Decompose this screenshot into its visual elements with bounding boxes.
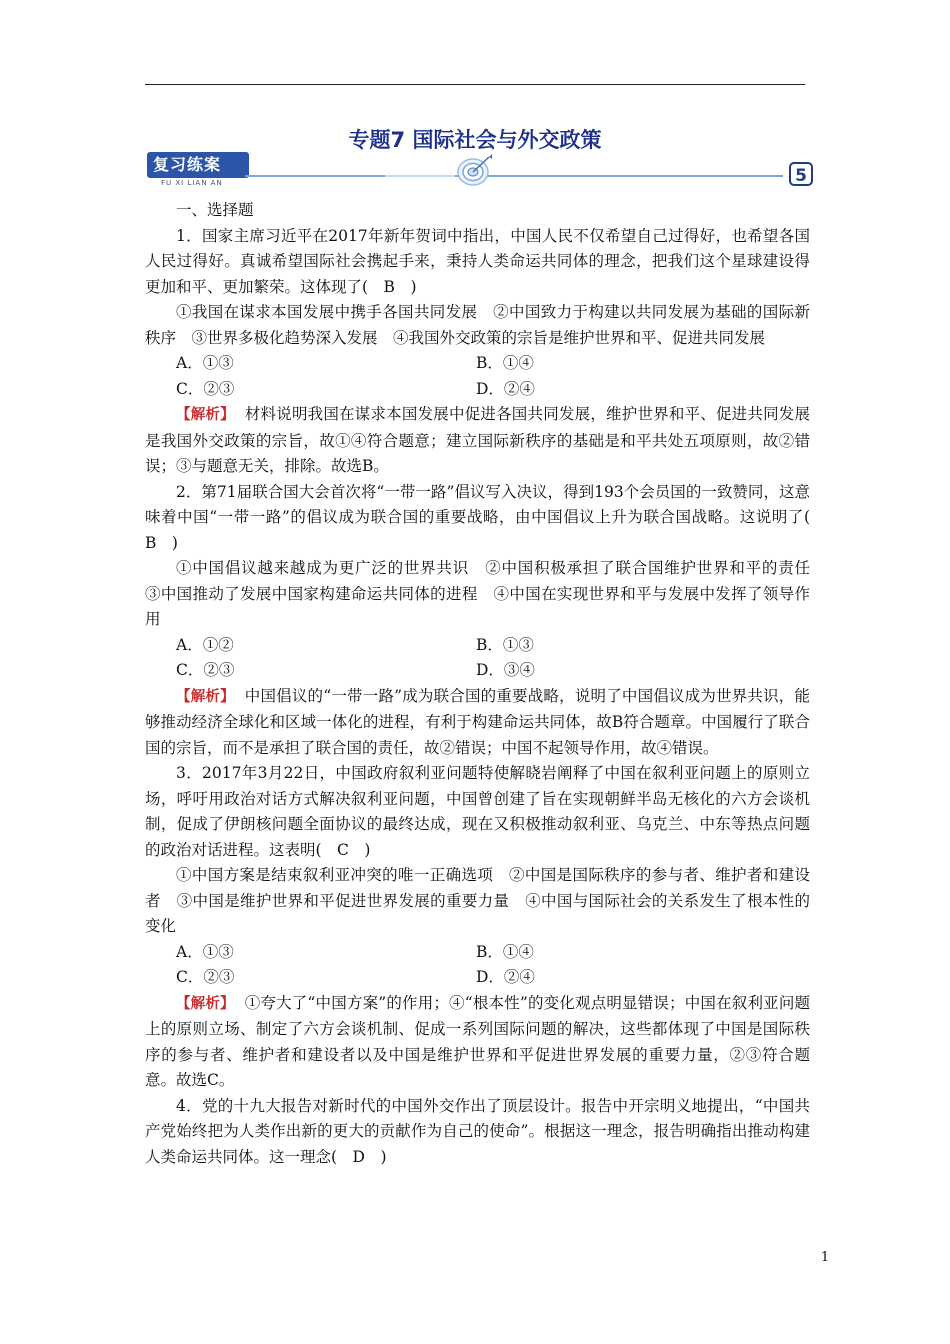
analysis-tag: 【解析】	[176, 407, 235, 423]
question-2-stem: 2．第71届联合国大会首次将“一带一路”倡议写入决议，得到193个会员国的一致赞同，这意味着中国“一带一路”的倡议成为联合国的重要战略，由中国倡议上升为联合国战略。这说明了( B )	[145, 482, 826, 552]
option-b: B．①④	[476, 354, 534, 372]
option-d: D．②④	[476, 379, 535, 398]
question-1-stem: 1．国家主席习近平在2017年新年贺词中指出，中国人民不仅希望自己过得好，也希望各国人民过得好。真诚希望国际社会携起手来，秉持人类命运共同体的理念，把我们这个星球建设得更加和平、更加繁荣。这体现了( B )	[145, 226, 810, 296]
question-1-options-row2	[145, 377, 810, 403]
question-3-analysis	[145, 991, 810, 1094]
option-a: A．①②	[176, 635, 234, 654]
analysis-text: ①夸大了“中国方案”的作用；④“根本性”的变化观点明显错误；中国在叙利亚问题上的原则立场、制定了六方会谈机制、促成一系列国际问题的解决，这些都体现了中国是国际秩序的参与者、维护者和建设者以及中国是维护世界和平促进世界发展的重要力量，②③符合题意。故选C。	[145, 993, 811, 1089]
question-2-analysis	[145, 684, 810, 762]
question-2-options-row2	[145, 658, 810, 684]
option-d: D．②④	[476, 968, 535, 986]
question-2-items: ①中国倡议越来越成为更广泛的世界共识 ②中国积极承担了联合国维护世界和平的责任 ③中国推动了发展中国家构建命运共同体的进程 ④中国在实现世界和平与发展中发挥了领导作用	[145, 559, 826, 628]
option-c: C．②③	[176, 968, 235, 986]
section-banner	[145, 148, 815, 192]
header-rule	[145, 84, 805, 85]
analysis-tag: 【解析】	[176, 995, 235, 1012]
option-c: C．②③	[176, 379, 235, 398]
analysis-text: 中国倡议的“一带一路”成为联合国的重要战略，说明了中国倡议成为世界共识，能够推动经济全球化和区域一体化的进程，有利于构建命运共同体，故B符合题章。中国履行了联合国的宗旨，而不是承担了联合国的责任，故②错误；中国不起领导作用，故④错误。	[145, 686, 810, 757]
page-title: 专题7 国际社会与外交政策	[348, 128, 602, 152]
question-1-items: ①我国在谋求本国发展中携手各国共同发展 ②中国致力于构建以共同发展为基础的国际新秩序 ③世界多极化趋势深入发展 ④我国外交政策的宗旨是维护世界和平、促进共同发展	[145, 303, 810, 347]
analysis-text: 材料说明我国在谋求本国发展中促进各国共同发展，维护世界和平、促进共同发展是我国外交政策的宗旨，故①④符合题意；建立国际新秩序的基础是和平共处五项原则，故②错误；③与题意无关，排除。故选B。	[145, 405, 810, 475]
question-2-options-row1	[145, 633, 810, 659]
option-d: D．③④	[476, 661, 535, 679]
option-a: A．①③	[176, 354, 234, 372]
question-4-stem: 4．党的十九大报告对新时代的中国外交作出了顶层设计。报告中开宗明义地提出，“中国共产党始终把为人类作出新的更大的贡献作为自己的使命”。根据这一理念，报告明确指出推动构建人类命运共同体。这一理念( D )	[145, 1096, 810, 1166]
question-1-options-row1	[145, 351, 810, 377]
option-b: B．①③	[476, 635, 534, 654]
option-b: B．①④	[476, 942, 534, 961]
unit-number-badge: 5	[789, 162, 813, 186]
analysis-tag: 【解析】	[176, 688, 235, 705]
banner-line	[245, 175, 783, 177]
question-1-analysis	[145, 402, 810, 480]
option-c: C．②③	[176, 661, 235, 679]
question-3-items: ①中国方案是结束叙利亚冲突的唯一正确选项 ②中国是国际秩序的参与者、维护者和建设者 ③中国是维护世界和平促进世界发展的重要力量 ④中国与国际社会的关系发生了根本性的变化	[145, 866, 810, 935]
target-icon	[451, 152, 495, 188]
banner-pinyin: FU XI LIAN AN	[161, 179, 223, 187]
option-a: A．①③	[176, 942, 234, 961]
question-3-options-row1	[145, 940, 810, 966]
banner-label: 复习练案	[147, 152, 249, 178]
question-3-options-row2	[145, 965, 810, 991]
page-number: 1	[820, 1250, 830, 1265]
question-3-stem: 3．2017年3月22日，中国政府叙利亚问题特使解晓岩阐释了中国在叙利亚问题上的原则立场，呼吁用政治对话方式解决叙利亚问题，中国曾创建了旨在实现朝鲜半岛无核化的六方会谈机制，促成了伊朗核问题全面协议的最终达成，现在又积极推动叙利亚、乌克兰、中东等热点问题的政治对话进程。这表明( C )	[145, 764, 810, 859]
document-body	[145, 198, 826, 1170]
banner-line-light	[385, 175, 455, 177]
section-heading: 一、选择题	[176, 201, 254, 219]
